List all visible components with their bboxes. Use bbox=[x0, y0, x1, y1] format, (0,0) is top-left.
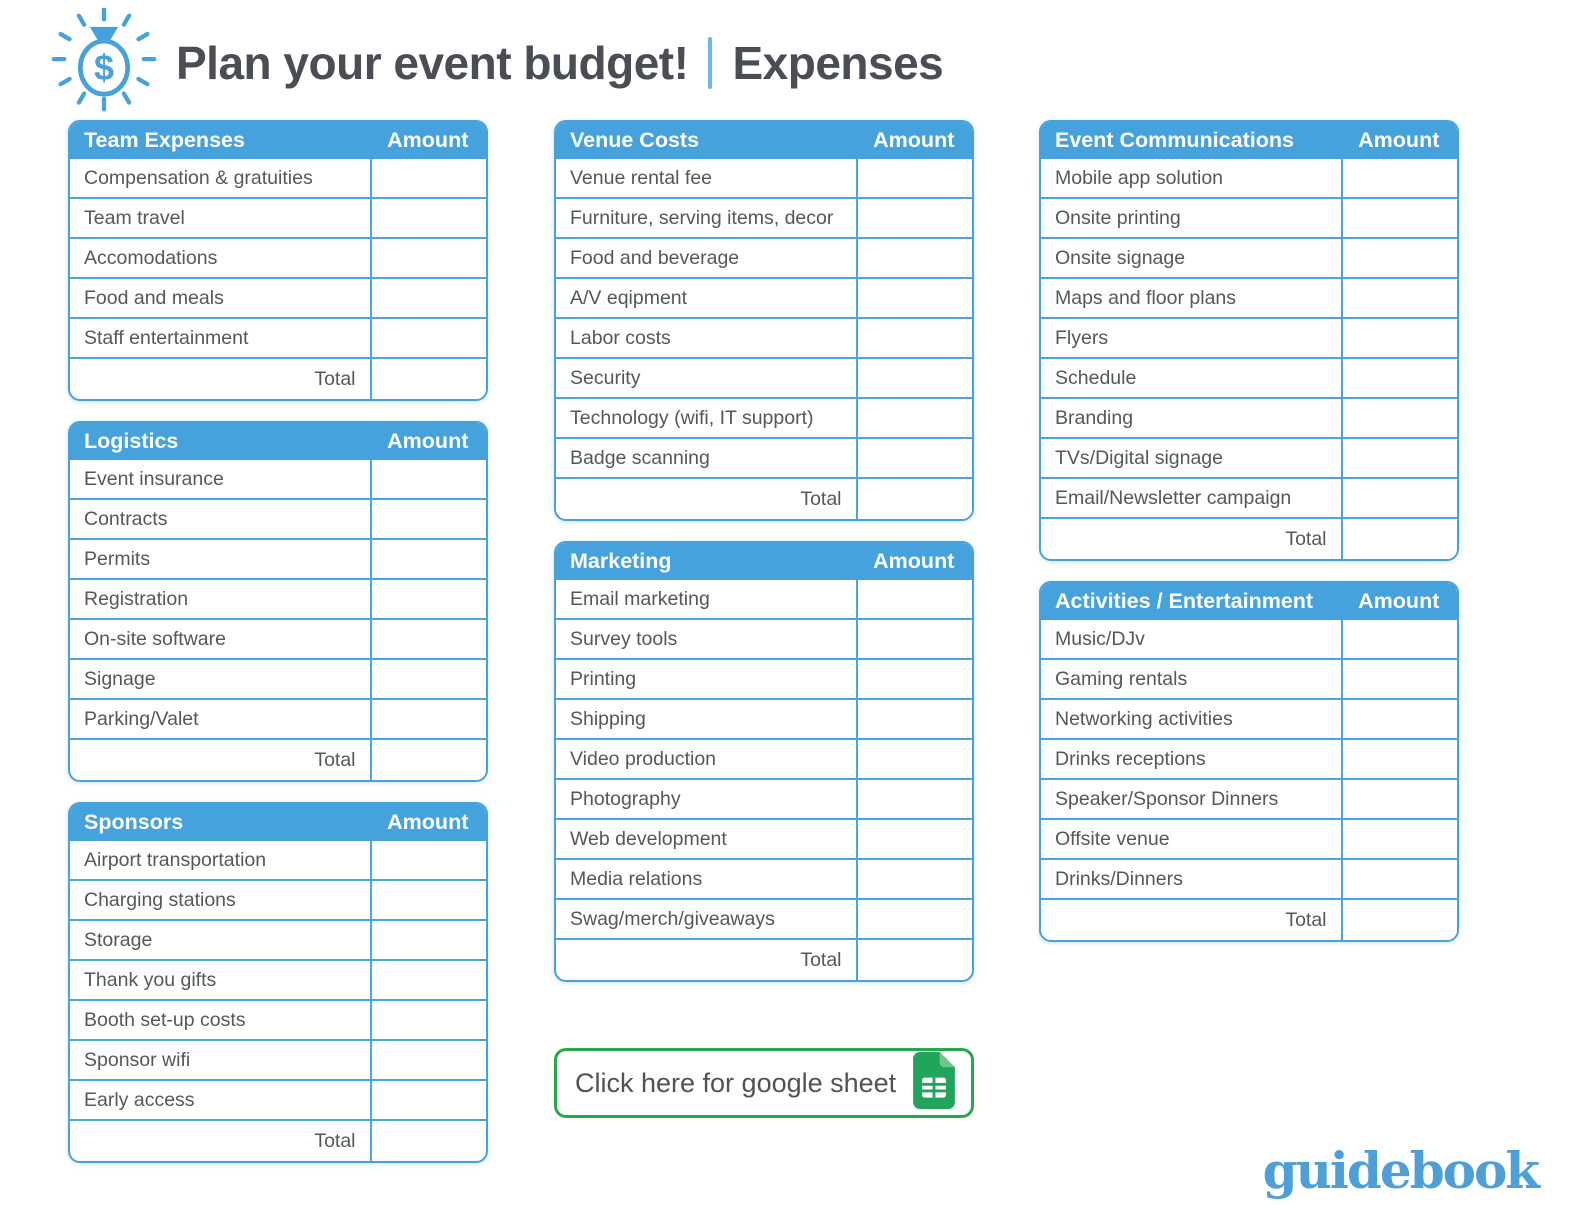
table-title: Sponsors bbox=[84, 810, 184, 834]
row-label: Event insurance bbox=[84, 467, 224, 490]
table-row bbox=[70, 580, 486, 620]
row-label: Schedule bbox=[1055, 366, 1137, 389]
row-label: Food and meals bbox=[84, 286, 224, 309]
row-label: Photography bbox=[570, 787, 681, 810]
total-row bbox=[1041, 900, 1457, 940]
table-row bbox=[70, 1081, 486, 1121]
total-amount-cell bbox=[1341, 900, 1457, 940]
amount-cell bbox=[1341, 820, 1457, 858]
amount-column-header: Amount bbox=[387, 810, 469, 834]
table-row bbox=[556, 239, 972, 279]
total-row bbox=[556, 479, 972, 519]
amount-cell bbox=[370, 460, 486, 498]
total-amount-cell bbox=[856, 479, 972, 519]
amount-column-header: Amount bbox=[873, 128, 955, 152]
table-row bbox=[556, 439, 972, 479]
table-row bbox=[556, 359, 972, 399]
row-label: Labor costs bbox=[570, 326, 671, 349]
row-label: Shipping bbox=[570, 707, 646, 730]
table-row bbox=[556, 620, 972, 660]
table-row bbox=[70, 239, 486, 279]
table-header bbox=[1041, 583, 1457, 620]
amount-cell bbox=[856, 740, 972, 778]
row-label: Compensation & gratuities bbox=[84, 166, 313, 189]
amount-cell bbox=[856, 359, 972, 397]
amount-cell bbox=[856, 319, 972, 357]
table-body bbox=[556, 159, 972, 519]
amount-cell bbox=[370, 540, 486, 578]
table-header bbox=[70, 122, 486, 159]
amount-cell bbox=[856, 660, 972, 698]
table-row bbox=[556, 660, 972, 700]
total-amount-cell bbox=[370, 359, 486, 399]
table-title: Event Communications bbox=[1055, 128, 1294, 152]
amount-cell bbox=[856, 279, 972, 317]
amount-cell bbox=[370, 660, 486, 698]
table-row bbox=[70, 500, 486, 540]
table-row bbox=[70, 319, 486, 359]
amount-cell bbox=[370, 961, 486, 999]
total-label: Total bbox=[314, 1129, 356, 1152]
amount-cell bbox=[1341, 199, 1457, 237]
total-row bbox=[70, 359, 486, 399]
table-row bbox=[1041, 399, 1457, 439]
total-label: Total bbox=[1285, 527, 1327, 550]
table-row bbox=[556, 159, 972, 199]
table-row bbox=[70, 1041, 486, 1081]
table-row bbox=[70, 159, 486, 199]
row-label: Printing bbox=[570, 667, 637, 690]
row-label: Video production bbox=[570, 747, 717, 770]
table-row bbox=[1041, 439, 1457, 479]
amount-cell bbox=[1341, 239, 1457, 277]
table-event-communications bbox=[1039, 120, 1459, 561]
row-label: Registration bbox=[84, 587, 189, 610]
table-header bbox=[70, 423, 486, 460]
google-sheets-icon bbox=[913, 1052, 955, 1114]
table-team-expenses bbox=[68, 120, 488, 401]
amount-cell bbox=[1341, 860, 1457, 898]
table-row bbox=[1041, 820, 1457, 860]
amount-column-header: Amount bbox=[387, 429, 469, 453]
amount-column-header: Amount bbox=[873, 549, 955, 573]
total-row bbox=[70, 740, 486, 780]
amount-cell bbox=[1341, 700, 1457, 738]
column-middle bbox=[554, 120, 974, 1118]
table-venue-costs bbox=[554, 120, 974, 521]
amount-cell bbox=[856, 239, 972, 277]
table-title: Marketing bbox=[570, 549, 672, 573]
column-right bbox=[1039, 120, 1459, 942]
amount-cell bbox=[370, 921, 486, 959]
amount-cell bbox=[856, 580, 972, 618]
table-row bbox=[70, 660, 486, 700]
row-label: Survey tools bbox=[570, 627, 678, 650]
total-amount-cell bbox=[370, 1121, 486, 1161]
table-row bbox=[70, 199, 486, 239]
amount-cell bbox=[1341, 159, 1457, 197]
table-header bbox=[556, 543, 972, 580]
amount-cell bbox=[1341, 620, 1457, 658]
row-label: Media relations bbox=[570, 867, 703, 890]
table-row bbox=[1041, 620, 1457, 660]
table-body bbox=[556, 580, 972, 980]
table-sponsors bbox=[68, 802, 488, 1163]
table-marketing bbox=[554, 541, 974, 982]
table-row bbox=[70, 700, 486, 740]
row-label: Food and beverage bbox=[570, 246, 740, 269]
row-label: Storage bbox=[84, 928, 153, 951]
table-row bbox=[70, 460, 486, 500]
amount-cell bbox=[370, 1001, 486, 1039]
amount-cell bbox=[856, 700, 972, 738]
row-label: Charging stations bbox=[84, 888, 236, 911]
table-row bbox=[556, 900, 972, 940]
table-row bbox=[1041, 159, 1457, 199]
row-label: Accomodations bbox=[84, 246, 218, 269]
amount-cell bbox=[856, 620, 972, 658]
row-label: Furniture, serving items, decor bbox=[570, 206, 834, 229]
table-row bbox=[1041, 780, 1457, 820]
amount-cell bbox=[856, 159, 972, 197]
row-label: Booth set-up costs bbox=[84, 1008, 246, 1031]
amount-cell bbox=[370, 620, 486, 658]
row-label: Sponsor wifi bbox=[84, 1048, 191, 1071]
total-row bbox=[70, 1121, 486, 1161]
row-label: Drinks/Dinners bbox=[1055, 867, 1183, 890]
row-label: Staff entertainment bbox=[84, 326, 249, 349]
table-title: Activities / Entertainment bbox=[1055, 589, 1314, 613]
amount-cell bbox=[1341, 399, 1457, 437]
table-title: Venue Costs bbox=[570, 128, 700, 152]
total-row bbox=[556, 940, 972, 980]
row-label: Offsite venue bbox=[1055, 827, 1170, 850]
amount-cell bbox=[1341, 439, 1457, 477]
amount-cell bbox=[370, 1081, 486, 1119]
table-row bbox=[70, 841, 486, 881]
google-sheet-button[interactable] bbox=[554, 1048, 974, 1118]
table-row bbox=[556, 279, 972, 319]
table-body bbox=[1041, 159, 1457, 559]
table-row bbox=[70, 620, 486, 660]
table-header bbox=[556, 122, 972, 159]
row-label: Swag/merch/giveaways bbox=[570, 907, 775, 930]
amount-cell bbox=[1341, 660, 1457, 698]
row-label: Onsite signage bbox=[1055, 246, 1186, 269]
amount-cell bbox=[370, 159, 486, 197]
table-row bbox=[1041, 740, 1457, 780]
row-label: A/V eqipment bbox=[570, 286, 688, 309]
row-label: Flyers bbox=[1055, 326, 1109, 349]
total-label: Total bbox=[1285, 908, 1327, 931]
table-row bbox=[70, 1001, 486, 1041]
row-label: Security bbox=[570, 366, 641, 389]
title-divider bbox=[708, 37, 712, 89]
total-row bbox=[1041, 519, 1457, 559]
amount-cell bbox=[370, 881, 486, 919]
row-label: Thank you gifts bbox=[84, 968, 217, 991]
svg-text:$: $ bbox=[94, 46, 114, 88]
table-body bbox=[70, 841, 486, 1161]
row-label: Contracts bbox=[84, 507, 168, 530]
total-label: Total bbox=[800, 948, 842, 971]
total-label: Total bbox=[314, 748, 356, 771]
amount-cell bbox=[370, 1041, 486, 1079]
total-label: Total bbox=[314, 367, 356, 390]
row-label: Maps and floor plans bbox=[1055, 286, 1237, 309]
google-sheet-button-label: Click here for google sheet bbox=[575, 1067, 897, 1098]
money-bag-icon bbox=[48, 8, 160, 119]
row-label: TVs/Digital signage bbox=[1055, 446, 1223, 469]
amount-cell bbox=[1341, 780, 1457, 818]
table-row bbox=[70, 921, 486, 961]
table-header bbox=[70, 804, 486, 841]
amount-cell bbox=[856, 780, 972, 818]
amount-cell bbox=[370, 700, 486, 738]
row-label: Email marketing bbox=[570, 587, 710, 610]
row-label: Networking activities bbox=[1055, 707, 1233, 730]
table-row bbox=[1041, 279, 1457, 319]
total-amount-cell bbox=[856, 940, 972, 980]
row-label: Speaker/Sponsor Dinners bbox=[1055, 787, 1279, 810]
row-label: Venue rental fee bbox=[570, 166, 713, 189]
table-body bbox=[70, 460, 486, 780]
row-label: Team travel bbox=[84, 206, 185, 229]
row-label: Branding bbox=[1055, 406, 1134, 429]
table-row bbox=[1041, 319, 1457, 359]
table-row bbox=[556, 580, 972, 620]
amount-cell bbox=[856, 199, 972, 237]
amount-cell bbox=[370, 279, 486, 317]
table-row bbox=[1041, 860, 1457, 900]
amount-cell bbox=[370, 319, 486, 357]
total-amount-cell bbox=[370, 740, 486, 780]
page-title bbox=[176, 36, 943, 90]
table-row bbox=[556, 319, 972, 359]
table-row bbox=[556, 820, 972, 860]
row-label: Badge scanning bbox=[570, 446, 710, 469]
row-label: Early access bbox=[84, 1088, 195, 1111]
amount-cell bbox=[1341, 359, 1457, 397]
budget-columns bbox=[0, 120, 1574, 1163]
column-left bbox=[68, 120, 488, 1163]
total-label: Total bbox=[800, 487, 842, 510]
amount-cell bbox=[1341, 479, 1457, 517]
amount-cell bbox=[856, 820, 972, 858]
table-title: Logistics bbox=[84, 429, 179, 453]
table-body bbox=[1041, 620, 1457, 940]
row-label: Web development bbox=[570, 827, 727, 850]
row-label: Gaming rentals bbox=[1055, 667, 1188, 690]
table-activities-entertainment bbox=[1039, 581, 1459, 942]
amount-cell bbox=[1341, 279, 1457, 317]
table-row bbox=[556, 860, 972, 900]
amount-cell bbox=[370, 841, 486, 879]
table-row bbox=[1041, 199, 1457, 239]
row-label: On-site software bbox=[84, 627, 226, 650]
amount-cell bbox=[370, 580, 486, 618]
table-title: Team Expenses bbox=[84, 128, 245, 152]
table-row bbox=[1041, 660, 1457, 700]
table-body bbox=[70, 159, 486, 399]
amount-cell bbox=[1341, 319, 1457, 357]
row-label: Parking/Valet bbox=[84, 707, 199, 730]
row-label: Technology (wifi, IT support) bbox=[570, 406, 814, 429]
table-row bbox=[556, 780, 972, 820]
amount-cell bbox=[370, 239, 486, 277]
amount-cell bbox=[856, 900, 972, 938]
amount-cell bbox=[370, 500, 486, 538]
guidebook-logo: guidebook bbox=[1262, 1141, 1538, 1200]
table-row bbox=[1041, 239, 1457, 279]
table-row bbox=[70, 961, 486, 1001]
table-row bbox=[70, 540, 486, 580]
table-logistics bbox=[68, 421, 488, 782]
page-title-section: Expenses bbox=[732, 37, 944, 89]
amount-cell bbox=[856, 439, 972, 477]
amount-column-header: Amount bbox=[1358, 128, 1440, 152]
table-row bbox=[1041, 700, 1457, 740]
page-header bbox=[0, 0, 1574, 114]
table-row bbox=[556, 199, 972, 239]
page-title-main: Plan your event budget! bbox=[176, 37, 689, 89]
total-amount-cell bbox=[1341, 519, 1457, 559]
table-row bbox=[556, 740, 972, 780]
table-header bbox=[1041, 122, 1457, 159]
amount-cell bbox=[370, 199, 486, 237]
amount-column-header: Amount bbox=[387, 128, 469, 152]
amount-column-header: Amount bbox=[1358, 589, 1440, 613]
row-label: Permits bbox=[84, 547, 151, 570]
row-label: Drinks receptions bbox=[1055, 747, 1206, 770]
table-row bbox=[556, 700, 972, 740]
amount-cell bbox=[856, 860, 972, 898]
row-label: Airport transportation bbox=[84, 848, 267, 871]
table-row bbox=[70, 279, 486, 319]
table-row bbox=[1041, 479, 1457, 519]
table-row bbox=[556, 399, 972, 439]
row-label: Signage bbox=[84, 667, 156, 690]
row-label: Mobile app solution bbox=[1055, 166, 1224, 189]
table-row bbox=[1041, 359, 1457, 399]
amount-cell bbox=[1341, 740, 1457, 778]
row-label: Onsite printing bbox=[1055, 206, 1181, 229]
row-label: Email/Newsletter campaign bbox=[1055, 486, 1292, 509]
table-row bbox=[70, 881, 486, 921]
row-label: Music/DJv bbox=[1055, 627, 1145, 650]
amount-cell bbox=[856, 399, 972, 437]
